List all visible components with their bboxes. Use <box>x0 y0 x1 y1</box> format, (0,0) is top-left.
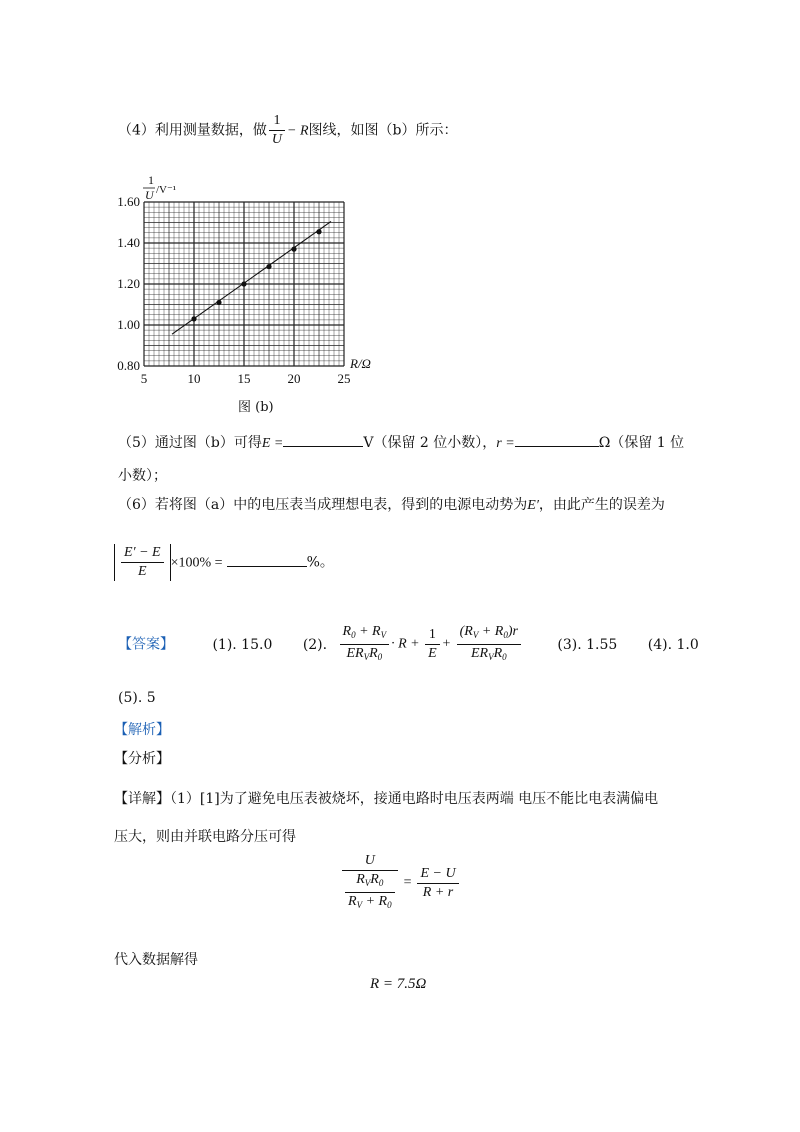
y-axis-label-denominator: U <box>145 188 154 202</box>
q4-fraction: $\frac{1}{U}$ <box>269 112 285 149</box>
substitute-text: 代入数据解得 <box>114 952 198 968</box>
answer-line: 【答案】 (1). 15.0 (2). $\frac{R_0 + R_V}{ER_VR_0}$ · R + $\frac{1}{E}$ + $\frac{(R_V + R_0)r}{ER_VR_0}$ (3). 1.55 (4). 1.0 <box>118 623 699 666</box>
data-point <box>191 316 196 321</box>
analysis-label: 【解析】 <box>114 722 170 738</box>
data-point <box>291 247 296 252</box>
figure-caption: 图 (b) <box>238 400 274 415</box>
x-tick-label: 10 <box>187 371 201 386</box>
x-axis-label: R/Ω <box>350 356 371 371</box>
data-point <box>216 300 221 305</box>
q5-line: （5）通过图（b）可得E = V（保留 2 位小数），r = Ω（保留 1 位 <box>118 432 684 452</box>
q6-error-expression: $\frac{E' - E}{E}$ ×100% = %。 <box>114 544 334 581</box>
detail-line1: 【详解】（1）[1]为了避免电压表被烧坏，接通电路时电压表两端 电压不能比电表满偏电 <box>114 791 659 807</box>
e-answer-blank[interactable] <box>283 432 363 447</box>
y-axis-label-numerator: 1 <box>148 173 154 187</box>
error-answer-blank[interactable] <box>227 552 307 567</box>
x-tick-label: 5 <box>140 371 148 386</box>
r-answer-blank[interactable] <box>515 432 599 447</box>
data-point <box>241 281 246 286</box>
y-tick-label: 1.20 <box>117 276 140 291</box>
absolute-value: $\frac{E' - E}{E}$ <box>114 544 171 581</box>
divider-equation: $\frac{U}{\frac{R_VR_0}{R_V + R_0}}$ = $\frac{E - U}{R + r}$ <box>340 852 461 914</box>
x-tick-label: 25 <box>337 371 351 386</box>
q5-line2: 小数）； <box>118 468 167 484</box>
answer-5: (5). 5 <box>118 690 156 706</box>
fenxi-label: 【分析】 <box>114 751 170 767</box>
x-tick-label: 20 <box>287 371 301 386</box>
y-tick-label: 1.60 <box>117 194 140 209</box>
y-tick-label: 0.80 <box>117 358 140 373</box>
result-equation: R = 7.5Ω <box>370 976 427 992</box>
y-tick-label: 1.40 <box>117 235 140 250</box>
x-tick-label: 15 <box>237 371 251 386</box>
answer-label: 【答案】 <box>118 636 174 653</box>
answer-2-expression: $\frac{R_0 + R_V}{ER_VR_0}$ · R + $\frac{1}{E}$ + $\frac{(R_V + R_0)r}{ER_VR_0}$ <box>338 623 523 666</box>
data-point <box>316 229 321 234</box>
q6-line: （6）若将图（a）中的电压表当成理想电表，得到的电源电动势为E′，由此产生的误差为 <box>118 497 665 513</box>
data-point <box>266 264 271 269</box>
chart-b <box>100 168 400 428</box>
y-axis-label-unit: /V⁻¹ <box>156 184 177 196</box>
detail-line2: 压大，则由并联电路分压可得 <box>114 829 296 845</box>
y-tick-label: 1.00 <box>117 317 140 332</box>
q4-line: （4）利用测量数据，做 $\frac{1}{U}$ − R图线，如图（b）所示： <box>118 113 458 147</box>
